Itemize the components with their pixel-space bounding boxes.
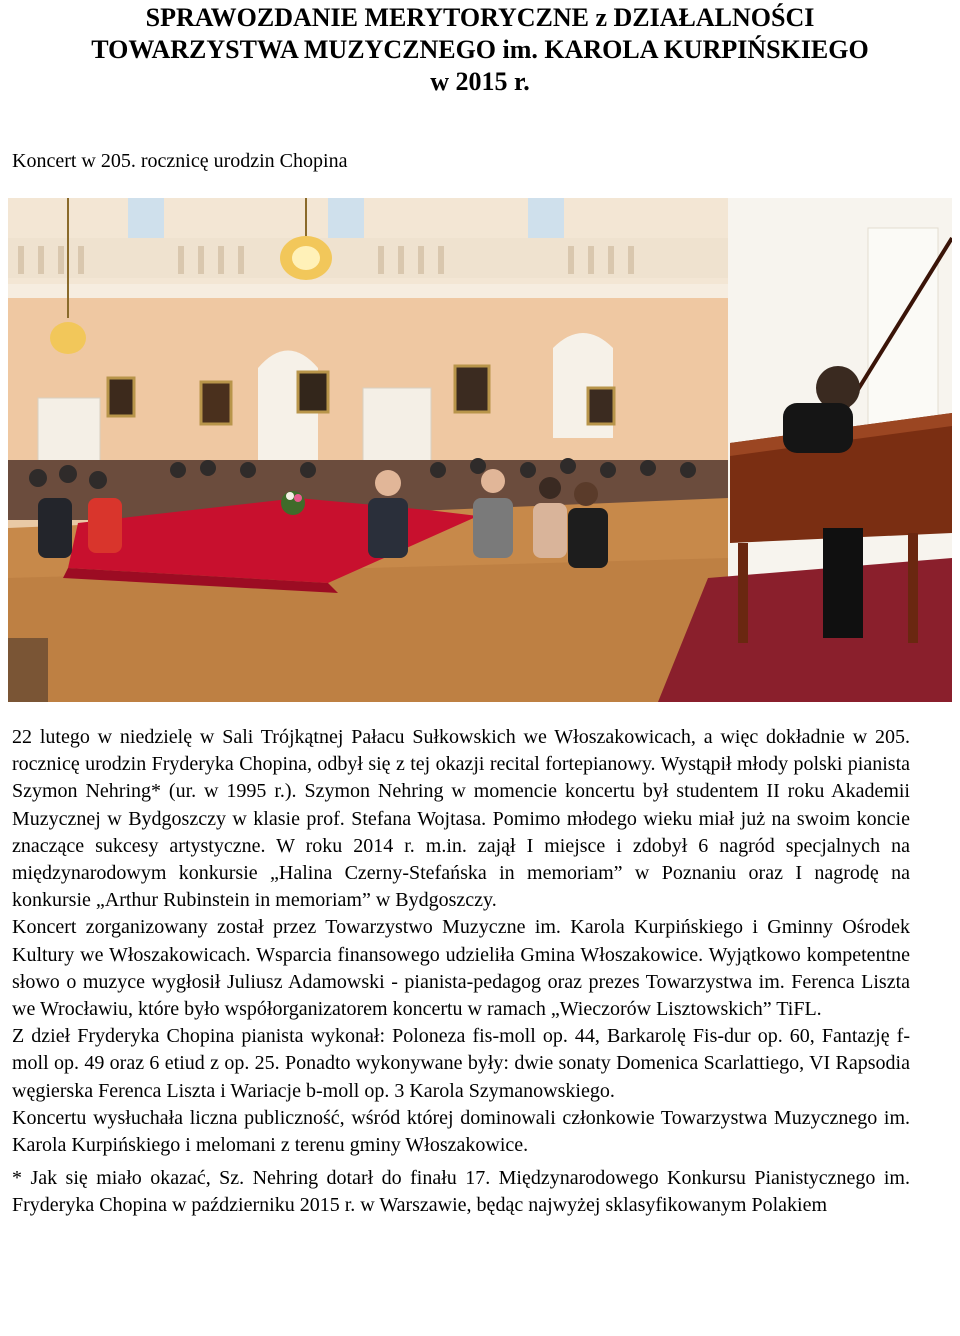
concert-photo	[8, 198, 952, 702]
article-paragraph: Koncertu wysłuchała liczna publiczność, wśród której dominowali członkowie Towarzystwa Muzycznego im. Karola Kurpińskiego i melomani z terenu gminy Włoszakowice.	[12, 1106, 910, 1157]
title-line-2: TOWARZYSTWA MUZYCZNEGO im. KAROLA KURPIŃSKIEGO	[91, 35, 869, 64]
article-paragraph: Z dzieł Fryderyka Chopina pianista wykonał: Poloneza fis-moll op. 44, Barkarolę Fis-dur op. 60, Fantazję f-moll op. 49 oraz 6 etiud z op. 25. Ponadto wykonywane były: dwie sonaty Domenica Scarlattiego, VI Rapsodia węgierska Ferenca Liszta i Wariacje b-moll op. 3 Karola Szymanowskiego.	[12, 1025, 910, 1102]
article-paragraph: Koncert zorganizowany został przez Towarzystwo Muzyczne im. Karola Kurpińskiego i Gminny Ośrodek Kultury we Włoszakowicach. Wsparcia finansowego udzieliła Gmina Włoszakowice. Wyjątkowo kompetentne słowo o muzyce wygłosił Juliusz Adamowski - pianista-pedagog oraz prezes Towarzystwa im. Ferenca Liszta we Wrocławiu, które było współorganizatorem koncertu w ramach „Wieczorów Lisztowskich” TiFL.	[12, 916, 910, 1021]
article-paragraph: 22 lutego w niedzielę w Sali Trójkątnej Pałacu Sułkowskich we Włoszakowicach, a więc dokładnie w 205. rocznicę urodzin Fryderyka Chopina, odbył się z tej okazji recital fortepianowy. Wystąpił młody polski pianista Szymon Nehring* (ur. w 1995 r.). Szymon Nehring w momencie koncertu był studentem II roku Akademii Muzycznej w Bydgoszczy w klasie prof. Stefana Wojtasa. Pomimo młodego wieku miał już na swoim koncie znaczące sukcesy artystyczne. W roku 2014 r. m.in. zajął I miejsce i zdobył 6 nagród specjalnych na międzynarodowym konkursie „Halina Czerny-Stefańska in memoriam” w Poznaniu oraz I nagrodę na konkursie „Arthur Rubinstein in memoriam” w Bydgoszczy.	[12, 726, 910, 912]
article-body	[12, 724, 910, 1220]
report-title	[0, 2, 960, 98]
title-line-3: w 2015 r.	[430, 67, 530, 96]
footnote: * Jak się miało okazać, Sz. Nehring dotarł do finału 17. Międzynarodowego Konkursu Pianistycznego im. Fryderyka Chopina w październiku 2015 r. w Warszawie, będąc najwyżej sklasyfikowanym Polakiem	[12, 1167, 910, 1217]
title-line-1: SPRAWOZDANIE MERYTORYCZNE z DZIAŁALNOŚCI	[145, 3, 815, 32]
section-heading: Koncert w 205. rocznicę urodzin Chopina	[12, 150, 348, 172]
